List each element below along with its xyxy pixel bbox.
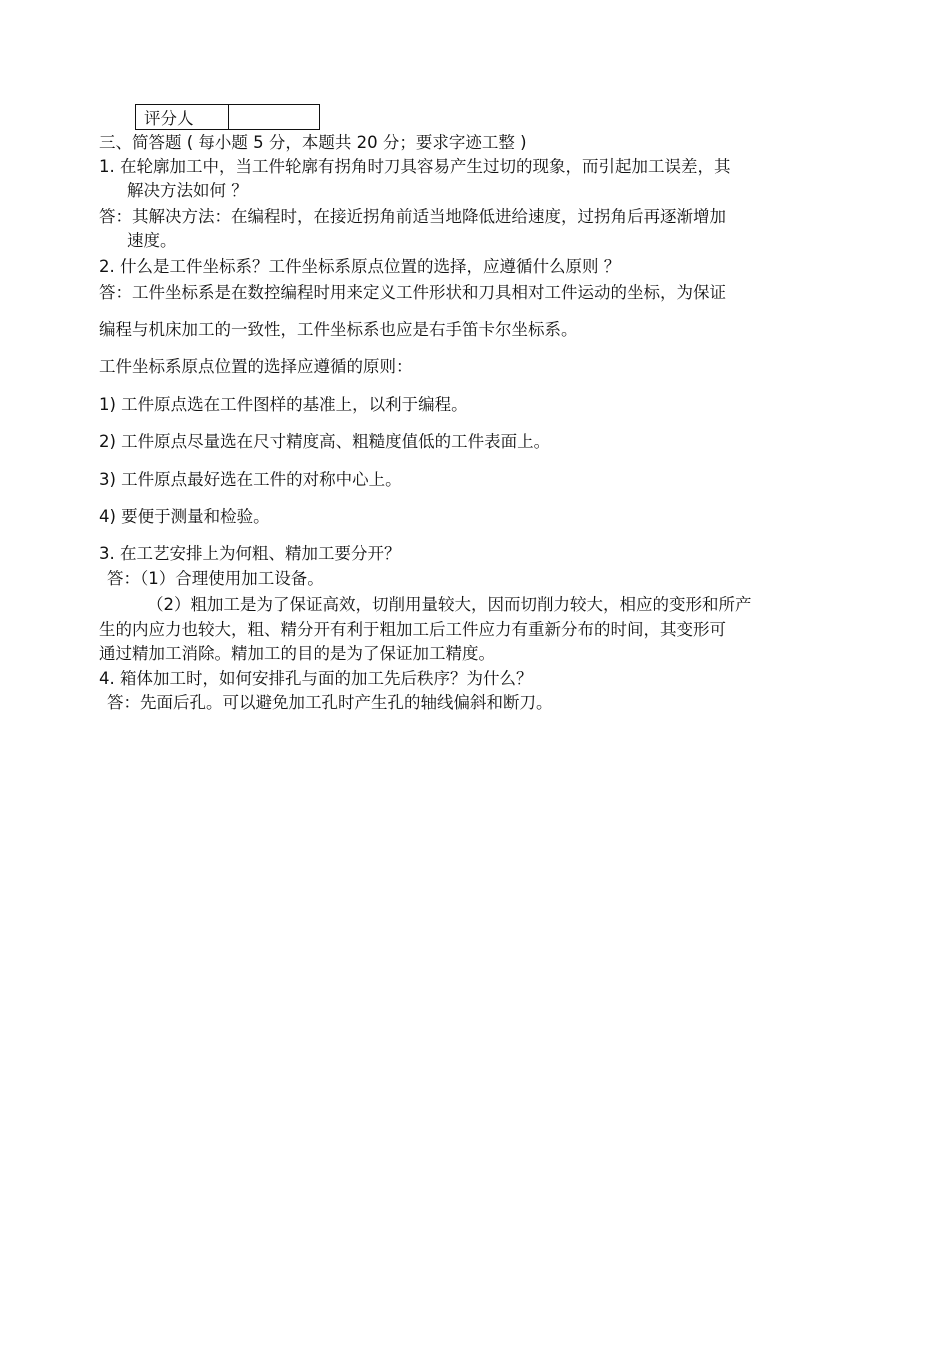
answer-2-point-2: 2) 工件原点尽量选在尺寸精度高、粗糙度值低的工件表面上。 bbox=[99, 432, 551, 451]
question-1-line-2: 解决方法如何 ？ bbox=[127, 181, 248, 200]
question-4: 4. 箱体加工时，如何安排孔与面的加工先后秩序？为什么？ bbox=[99, 669, 533, 688]
answer-2-point-4: 4) 要便于测量和检验。 bbox=[99, 507, 270, 526]
section-header: 三、简答题 ( 每小题 5 分，本题共 20 分；要求字迹工整 ) bbox=[99, 133, 527, 152]
answer-2-line-1: 答：工件坐标系是在数控编程时用来定义工件形状和刀具相对工件运动的坐标，为保证 bbox=[99, 283, 726, 302]
answer-3-line-4: 通过精加工消除。精加工的目的是为了保证加工精度。 bbox=[99, 644, 495, 663]
answer-3-line-3: 生的内应力也较大，粗、精分开有利于粗加工后工件应力有重新分布的时间，其变形可 bbox=[99, 620, 726, 639]
score-label: 评分人 bbox=[136, 105, 229, 130]
answer-4: 答：先面后孔。可以避免加工孔时产生孔的轴线偏斜和断刀。 bbox=[107, 693, 553, 712]
answer-1-line-2: 速度。 bbox=[127, 231, 177, 250]
answer-2-point-1: 1) 工件原点选在工件图样的基准上，以利于编程。 bbox=[99, 395, 468, 414]
score-table bbox=[135, 104, 320, 130]
answer-2-point-3: 3) 工件原点最好选在工件的对称中心上。 bbox=[99, 470, 402, 489]
answer-1-line-1: 答：其解决方法：在编程时，在接近拐角前适当地降低进给速度，过拐角后再逐渐增加 bbox=[99, 207, 726, 226]
answer-2-line-2: 编程与机床加工的一致性，工件坐标系也应是右手笛卡尔坐标系。 bbox=[99, 320, 578, 339]
answer-3-line-1: 答：（1）合理使用加工设备。 bbox=[107, 569, 324, 588]
answer-2-line-3: 工件坐标系原点位置的选择应遵循的原则： bbox=[99, 357, 413, 376]
answer-3-line-2: （2）粗加工是为了保证高效，切削用量较大，因而切削力较大，相应的变形和所产 bbox=[147, 595, 752, 614]
score-row bbox=[136, 105, 320, 130]
question-1-line-1: 1. 在轮廓加工中，当工件轮廓有拐角时刀具容易产生过切的现象，而引起加工误差，其 bbox=[99, 157, 731, 176]
score-value bbox=[229, 105, 320, 130]
question-3: 3. 在工艺安排上为何粗、精加工要分开？ bbox=[99, 544, 401, 563]
question-2: 2. 什么是工件坐标系？工件坐标系原点位置的选择，应遵循什么原则 ？ bbox=[99, 257, 621, 276]
